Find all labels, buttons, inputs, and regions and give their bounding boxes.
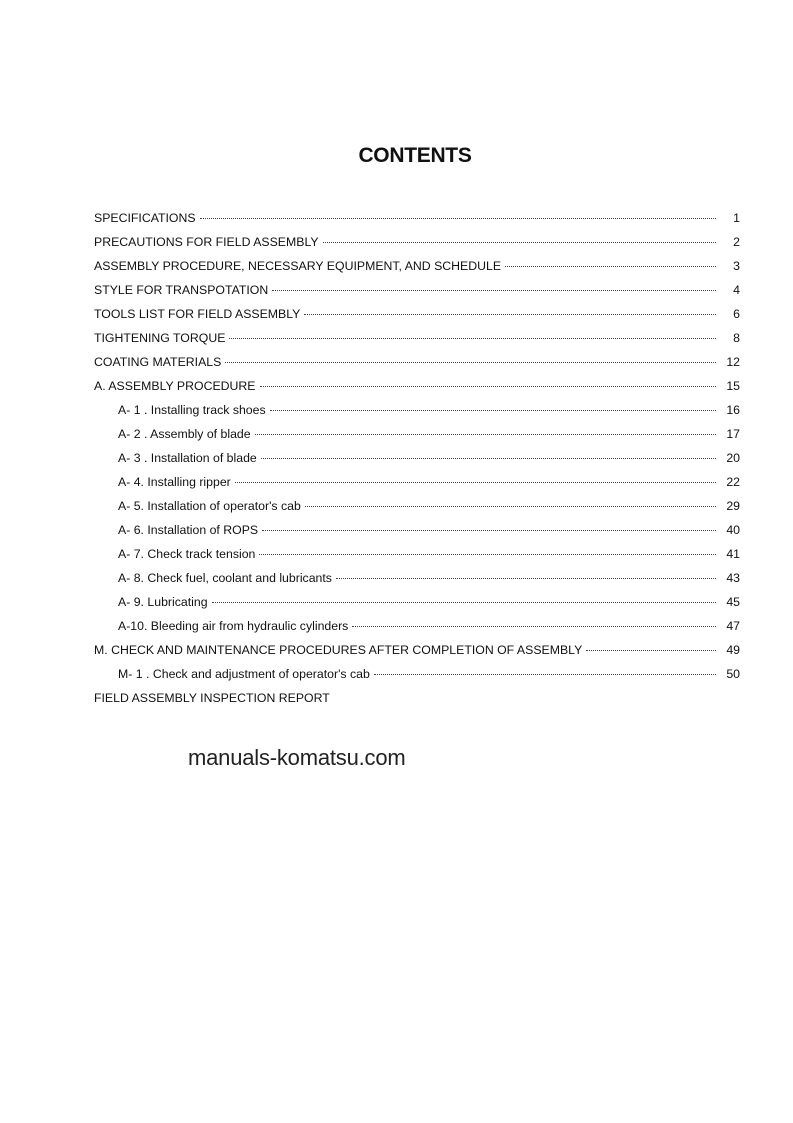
toc-entry-page: 8 xyxy=(733,331,740,345)
toc-entry[interactable] xyxy=(94,235,740,259)
toc-entry-page: 6 xyxy=(733,307,740,321)
toc-entry-label: COATING MATERIALS xyxy=(94,355,222,369)
toc-entry[interactable] xyxy=(94,403,740,427)
toc-entry[interactable] xyxy=(94,283,740,307)
toc-entry[interactable] xyxy=(94,547,740,571)
toc-entry-page: 4 xyxy=(733,283,740,297)
toc-entry[interactable] xyxy=(94,667,740,691)
toc-entry-page: 20 xyxy=(726,451,740,465)
toc-entry[interactable] xyxy=(94,571,740,595)
dot-leader xyxy=(255,434,716,435)
toc-entry-label: TOOLS LIST FOR FIELD ASSEMBLY xyxy=(94,307,301,321)
page-title: CONTENTS xyxy=(358,144,472,167)
toc-entry-label: M- 1 . Check and adjustment of operator's cab xyxy=(118,667,370,681)
dot-leader xyxy=(212,602,716,603)
dot-leader xyxy=(336,578,716,579)
dot-leader xyxy=(200,218,716,219)
toc-entry-label: A- 6. Installation of ROPS xyxy=(118,523,259,537)
toc-entry-label: FIELD ASSEMBLY INSPECTION REPORT xyxy=(94,691,330,705)
toc-entry-label: ASSEMBLY PROCEDURE, NECESSARY EQUIPMENT, AND SCHEDULE xyxy=(94,259,502,273)
dot-leader xyxy=(260,386,716,387)
toc-entry[interactable] xyxy=(94,619,740,643)
dot-leader xyxy=(323,242,716,243)
toc-entry[interactable] xyxy=(94,259,740,283)
toc-entry-label: A- 7. Check track tension xyxy=(118,547,256,561)
dot-leader xyxy=(305,506,716,507)
toc-entry-page: 29 xyxy=(726,499,740,513)
toc-entry-label: A- 3 . Installation of blade xyxy=(118,451,257,465)
toc-entry-page: 50 xyxy=(726,667,740,681)
dot-leader xyxy=(229,338,716,339)
dot-leader xyxy=(352,626,716,627)
toc-entry[interactable] xyxy=(94,307,740,331)
dot-leader xyxy=(235,482,716,483)
dot-leader xyxy=(225,362,716,363)
dot-leader xyxy=(304,314,716,315)
toc-entry-page: 16 xyxy=(726,403,740,417)
watermark: manuals-komatsu.com xyxy=(188,745,406,770)
toc-entry[interactable] xyxy=(94,499,740,523)
dot-leader xyxy=(505,266,716,267)
toc-entry[interactable] xyxy=(94,427,740,451)
table-of-contents xyxy=(94,211,740,715)
toc-entry-page: 41 xyxy=(726,547,740,561)
toc-entry-label: A- 1 . Installing track shoes xyxy=(118,403,266,417)
toc-entry-page: 2 xyxy=(733,235,740,249)
dot-leader xyxy=(374,674,716,675)
toc-entry-page: 45 xyxy=(726,595,740,609)
toc-entry[interactable] xyxy=(94,331,740,355)
toc-entry-label: PRECAUTIONS FOR FIELD ASSEMBLY xyxy=(94,235,319,249)
toc-entry-page: 40 xyxy=(726,523,740,537)
toc-entry[interactable] xyxy=(94,355,740,379)
toc-entry-label: A- 5. Installation of operator's cab xyxy=(118,499,301,513)
toc-entry-page: 1 xyxy=(733,211,740,225)
toc-entry-label: A- 4. Installing ripper xyxy=(118,475,231,489)
toc-entry-page: 22 xyxy=(726,475,740,489)
dot-leader xyxy=(262,530,716,531)
toc-entry[interactable] xyxy=(94,643,740,667)
toc-entry[interactable] xyxy=(94,475,740,499)
toc-entry-label: TIGHTENING TORQUE xyxy=(94,331,226,345)
dot-leader xyxy=(270,410,716,411)
dot-leader xyxy=(259,554,716,555)
toc-entry-page: 17 xyxy=(726,427,740,441)
toc-entry-page: 12 xyxy=(726,355,740,369)
toc-entry-page: 15 xyxy=(726,379,740,393)
toc-entry-page: 43 xyxy=(726,571,740,585)
toc-entry[interactable] xyxy=(94,595,740,619)
toc-entry[interactable] xyxy=(94,691,740,715)
toc-entry-label: A-10. Bleeding air from hydraulic cylinders xyxy=(118,619,349,633)
toc-entry-label: A- 2 . Assembly of blade xyxy=(118,427,251,441)
toc-entry-label: A- 8. Check fuel, coolant and lubricants xyxy=(118,571,332,585)
toc-entry-page: 47 xyxy=(726,619,740,633)
toc-entry[interactable] xyxy=(94,211,740,235)
toc-entry-page: 49 xyxy=(726,643,740,657)
toc-entry[interactable] xyxy=(94,379,740,403)
dot-leader xyxy=(272,290,716,291)
toc-entry[interactable] xyxy=(94,523,740,547)
toc-entry-label: M. CHECK AND MAINTENANCE PROCEDURES AFTER COMPLETION OF ASSEMBLY xyxy=(94,643,583,657)
toc-entry-label: A- 9. Lubricating xyxy=(118,595,208,609)
dot-leader xyxy=(586,650,716,651)
toc-entry-label: STYLE FOR TRANSPOTATION xyxy=(94,283,269,297)
toc-entry-label: A. ASSEMBLY PROCEDURE xyxy=(94,379,256,393)
toc-entry[interactable] xyxy=(94,451,740,475)
toc-entry-label: SPECIFICATIONS xyxy=(94,211,196,225)
dot-leader xyxy=(261,458,716,459)
toc-entry-page: 3 xyxy=(733,259,740,273)
